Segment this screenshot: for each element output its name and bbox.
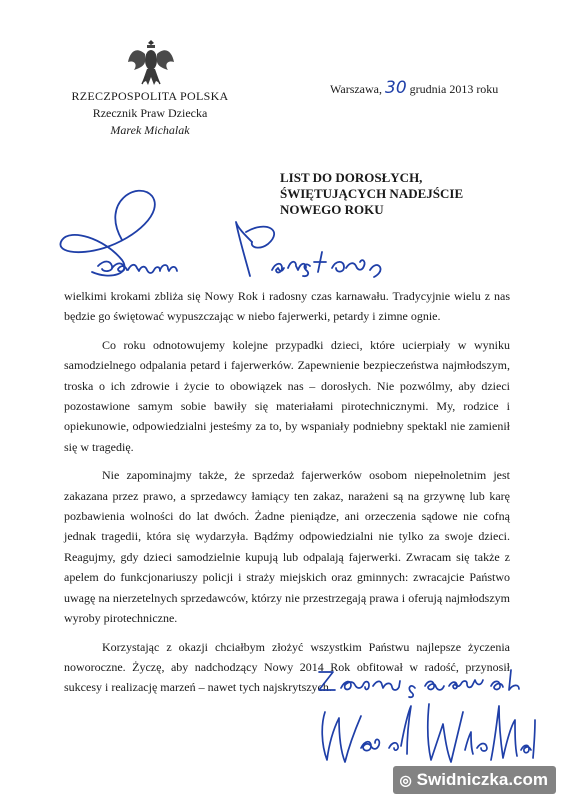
watermark-logo-icon: ◎ (399, 771, 412, 788)
date-place: Warszawa, (330, 82, 383, 96)
office-header (60, 88, 240, 139)
paragraph-1: wielkimi krokami zbliża się Nowy Rok i radosny czas karnawału. Tradycyjnie wielu z nas będzie go świętować wypuszczając w niebo fajerwerki, petardy i zimne ognie. (64, 289, 510, 324)
country-name: RZECZPOSPOLITA POLSKA (71, 89, 229, 103)
title-line-2: ŚWIĘTUJĄCYCH NADEJŚCIE (280, 186, 464, 201)
watermark-text: Swidniczka.com (416, 770, 548, 789)
letter-body (64, 286, 510, 706)
paragraph-3: Nie zapominajmy także, że sprzedaż fajerwerków osobom niepełnoletnim jest zakazana przez prawo, a sprzedawcy łamiący ten zakaz, narażeni są na grzywnę lub karę pozbawienia wolności do lat dwóch. Żadne pieniądze, ani orzeczenia sądowe nie cofną jednak tragedii, która się wydarzyła. Bądźmy odpowiedzialni nie tylko za swoje dzieci. Reagujmy, gdy dzieci samodzielnie kupują lub odpalają fajerwerki. Zwracam się także z apelem do funkcjonariuszy policji i straży miejskich oraz gminnych: zwracajcie Państwo uwagę na nierzetelnych sprzedawców, którzy nie przestrzegają prawa i oferują najmłodszym wyroby pirotechniczne. (64, 468, 510, 626)
title-line-3: NOWEGO ROKU (280, 202, 384, 217)
dateline (330, 78, 520, 98)
site-watermark (393, 766, 556, 794)
title-line-1: LIST DO DOROSŁYCH, (280, 170, 423, 185)
paragraph-4: Korzystając z okazji chciałbym złożyć wszystkim Państwu najlepsze życzenia noworoczne. Życzę, aby nadchodzący Nowy 2014 Rok obfitował w radość, przynosił sukcesy i realizację marzeń – nawet tych najskrytszych. (64, 639, 510, 695)
date-month-year: grudnia 2013 roku (409, 82, 499, 96)
handwritten-salutation (40, 182, 400, 292)
date-day-handwritten: 30 (385, 78, 407, 98)
ombudsman-name: Marek Michalak (110, 123, 190, 137)
office-name: Rzecznik Praw Dziecka (92, 106, 208, 120)
paragraph-2: Co roku odnotowujemy kolejne przypadki dzieci, które ucierpiały w wyniku samodzielnego odpalania petard i fajerwerków. Zapewnienie bezpieczeństwa najmłodszym, troska o ich zdrowie i życie to obowiązek nas – dorosłych. Nie pozwólmy, aby dzieci pozostawione samym sobie bawiły się materiałami pirotechnicznymi. My, rodzice i opiekunowie, odpowiedzialni jesteśmy za to, by wspaniały podniebny spektakl nie zamienił się w tragedię. (64, 337, 510, 454)
polish-eagle-emblem-icon (126, 36, 176, 92)
